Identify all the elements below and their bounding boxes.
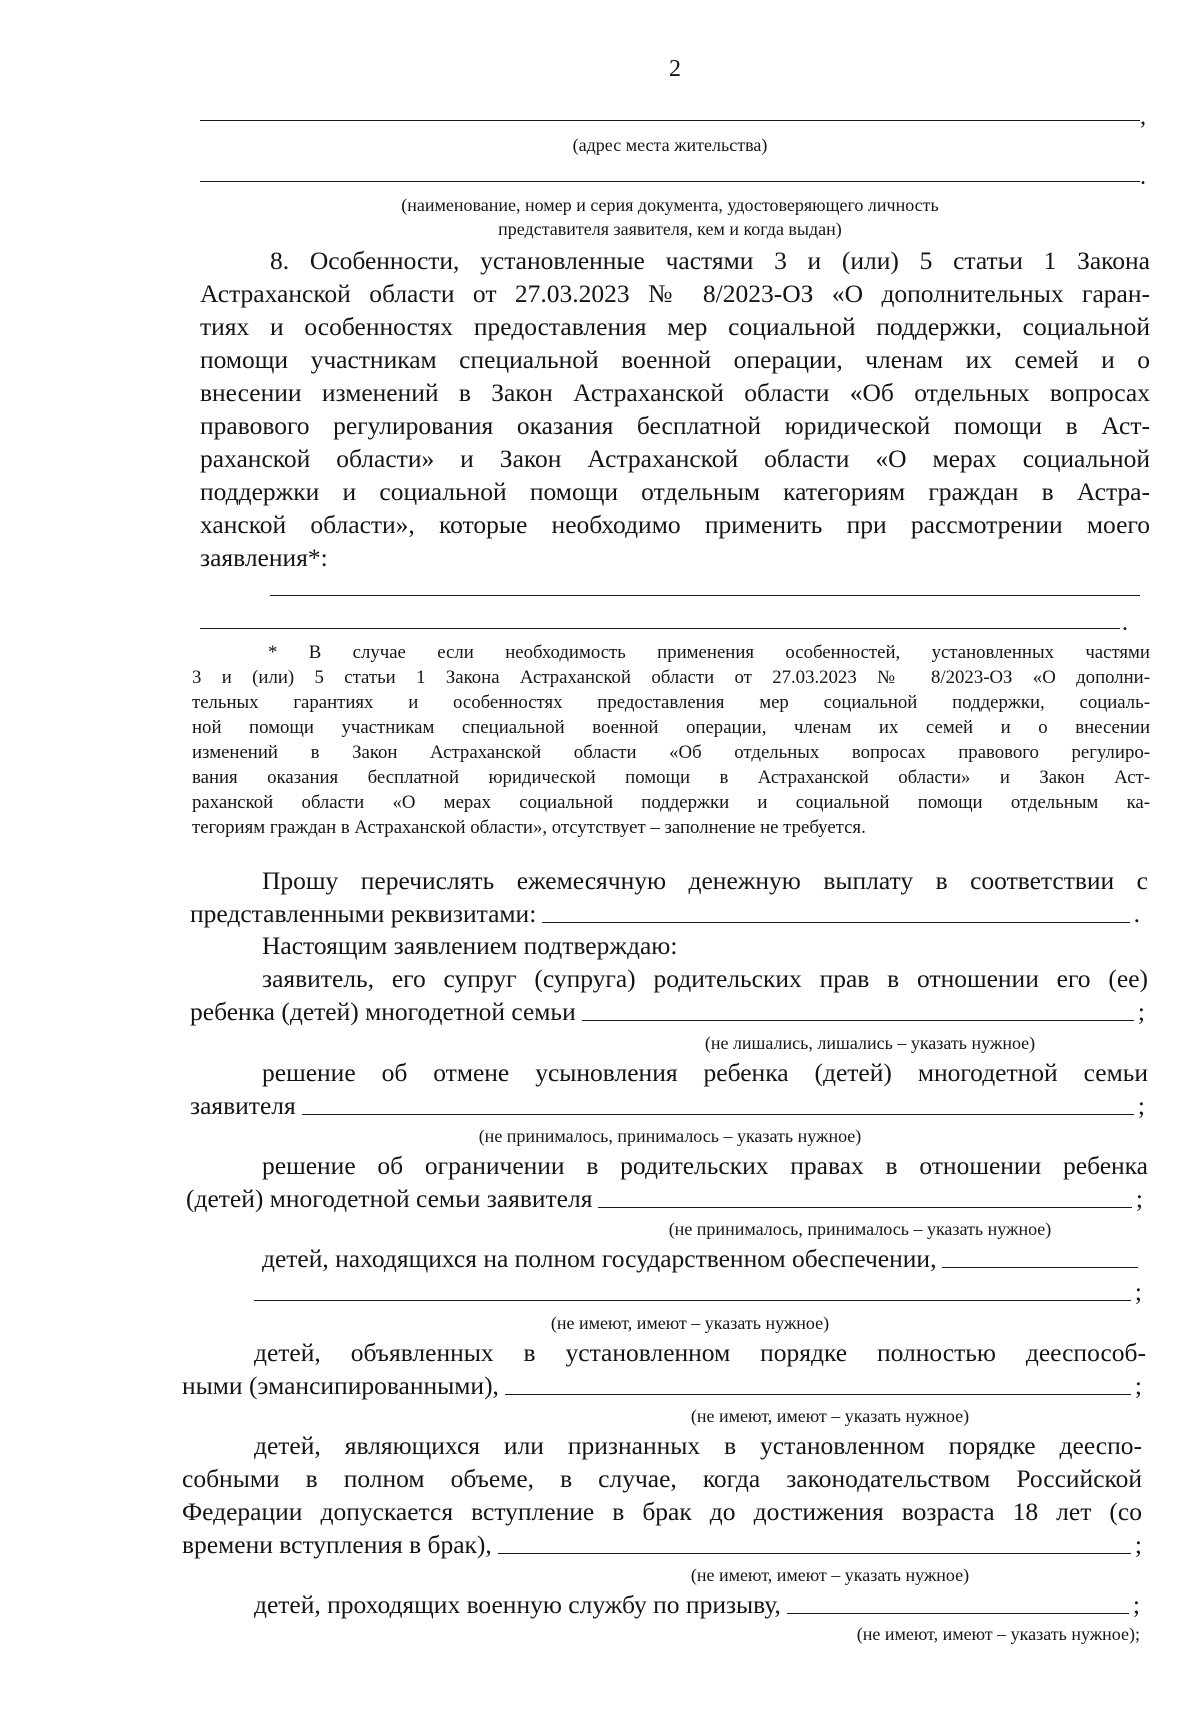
parental-rights-end: ; [1137, 997, 1145, 1026]
capable-line: Федерации допускается вступление в брак до достижения возраста 18 лет (со [182, 1497, 1142, 1526]
capable-line: собными в полном объеме, в случае, когда законодательством Российской [182, 1464, 1142, 1493]
adoption-cancel-line-2: заявителя [190, 1091, 296, 1120]
emancipated-line-1: детей, объявленных в установленном порядке полностью дееспособ- [254, 1338, 1146, 1367]
state-support-input-line-2[interactable] [254, 1300, 1131, 1301]
payment-details-input-line[interactable] [542, 922, 1129, 923]
item8-line: раханской области» и Закон Астраханской области «О мерах социальной [200, 444, 1150, 473]
item8-line: Астраханской области от 27.03.2023 № 8/2023-ОЗ «О дополнительных гаран- [200, 279, 1150, 308]
address-line-end: , [1140, 104, 1146, 130]
item8-line: помощи участникам специальной военной операции, членам их семей и о [200, 345, 1150, 374]
military-caption: (не имеют, имеют – указать нужное); [856, 1624, 1140, 1644]
emancipated-input-line[interactable] [505, 1394, 1131, 1395]
identity-document-input-line[interactable] [200, 181, 1140, 182]
military-input-line[interactable] [787, 1613, 1129, 1614]
item8-line: внесении изменений в Закон Астраханской области «Об отдельных вопросах [200, 378, 1150, 407]
capable-input-line[interactable] [498, 1553, 1131, 1554]
parental-rights-line-2: ребенка (детей) многодетной семьи [190, 997, 576, 1026]
emancipated-line-2: ными (эмансипированными), [182, 1371, 499, 1400]
item8-line: тиях и особенностях предоставления мер социальной поддержки, социальной [200, 312, 1150, 341]
item8-line-end: . [1122, 610, 1128, 636]
capable-line-last: времени вступления в брак), [182, 1530, 492, 1559]
parental-rights-line-1: заявитель, его супруг (супруга) родительских прав в отношении его (ее) [262, 964, 1148, 993]
capable-caption: (не имеют, имеют – указать нужное) [690, 1565, 970, 1585]
payment-details-row [190, 898, 1140, 929]
item8-line: правового регулирования оказания бесплатной юридической помощи в Аст- [200, 411, 1150, 440]
state-support-row-2 [254, 1276, 1142, 1307]
footnote-line: ной помощи участникам специальной военной операции, членам их семей и о внесении [192, 717, 1150, 738]
identity-caption-line-2: представителя заявителя, кем и когда выдан) [498, 219, 842, 239]
footnote-line: раханской области «О мерах социальной поддержки и социальной помощи отдельным ка- [192, 792, 1150, 813]
footnote-line: 3 и (или) 5 статьи 1 Закона Астраханской области от 27.03.2023 № 8/2023-ОЗ «О дополни- [192, 667, 1150, 688]
adoption-cancel-end: ; [1137, 1091, 1145, 1120]
state-support-line-1: детей, находящихся на полном государственном обеспечении, [262, 1244, 937, 1273]
item8-line: 8. Особенности, установленные частями 3 и (или) 5 статьи 1 Закона [270, 246, 1150, 275]
state-support-end: ; [1134, 1277, 1142, 1306]
adoption-cancel-input-line[interactable] [302, 1114, 1134, 1115]
footnote-line: тельных гарантиях и особенностях предоставления мер социальной поддержки, социаль- [192, 692, 1150, 713]
payment-request-line-1: Прошу перечислять ежемесячную денежную выплату в соответствии с [262, 866, 1148, 895]
payment-line-end: . [1133, 899, 1140, 928]
restriction-row [186, 1183, 1143, 1214]
page-number: 2 [669, 56, 681, 82]
capable-line: детей, являющихся или признанных в установленном порядке дееспо- [254, 1431, 1142, 1460]
military-row [254, 1589, 1140, 1620]
emancipated-end: ; [1134, 1371, 1142, 1400]
footnote-line: * В случае если необходимость применения особенностей, установленных частями [268, 642, 1150, 663]
parental-rights-input-line[interactable] [582, 1020, 1134, 1021]
emancipated-caption: (не имеют, имеют – указать нужное) [690, 1406, 970, 1426]
address-input-line[interactable] [200, 120, 1140, 121]
capable-row [182, 1529, 1142, 1560]
item8-input-line-2[interactable] [200, 628, 1120, 629]
identity-line-end: . [1140, 164, 1146, 190]
address-caption: (адрес места жительства) [572, 135, 768, 155]
footnote-line: вания оказания бесплатной юридической помощи в Астраханской области» и Закон Аст- [192, 767, 1150, 788]
military-end: ; [1132, 1590, 1140, 1619]
payment-request-line-2: представленными реквизитами: [190, 899, 537, 928]
parental-rights-row [190, 996, 1145, 1027]
footnote-line: изменений в Закон Астраханской области «Об отдельных вопросах правового регулиро- [192, 742, 1150, 763]
footnote-line-last: тегориям граждан в Астраханской области», отсутствует – заполнение не требуется. [192, 817, 866, 838]
item8-line: поддержки и социальной помощи отдельным категориям граждан в Астра- [200, 477, 1150, 506]
item8-line-last: заявления*: [200, 543, 328, 572]
state-support-caption: (не имеют, имеют – указать нужное) [550, 1313, 830, 1333]
restriction-line-1: решение об ограничении в родительских правах в отношении ребенка [262, 1151, 1148, 1180]
item8-line: ханской области», которые необходимо применить при рассмотрении моего [200, 510, 1150, 539]
item8-input-line-1[interactable] [270, 595, 1140, 596]
adoption-cancel-caption: (не принималось, принималось – указать нужное) [478, 1126, 862, 1146]
military-line-1: детей, проходящих военную службу по призыву, [254, 1590, 781, 1619]
parental-rights-caption: (не лишались, лишались – указать нужное) [704, 1033, 1036, 1053]
emancipated-row [182, 1370, 1142, 1401]
capable-end: ; [1134, 1530, 1142, 1559]
adoption-cancel-line-1: решение об отмене усыновления ребенка (детей) многодетной семьи [262, 1058, 1148, 1087]
restriction-end: ; [1135, 1184, 1143, 1213]
adoption-cancel-row [190, 1090, 1145, 1121]
restriction-caption: (не принималось, принималось – указать нужное) [668, 1219, 1052, 1239]
restriction-line-2: (детей) многодетной семьи заявителя [186, 1184, 593, 1213]
restriction-input-line[interactable] [598, 1207, 1131, 1208]
state-support-row [262, 1243, 1142, 1274]
identity-caption-line-1: (наименование, номер и серия документа, удостоверяющего личность [401, 195, 939, 215]
state-support-input-line-1[interactable] [942, 1267, 1138, 1268]
confirmation-title: Настоящим заявлением подтверждаю: [262, 931, 678, 960]
